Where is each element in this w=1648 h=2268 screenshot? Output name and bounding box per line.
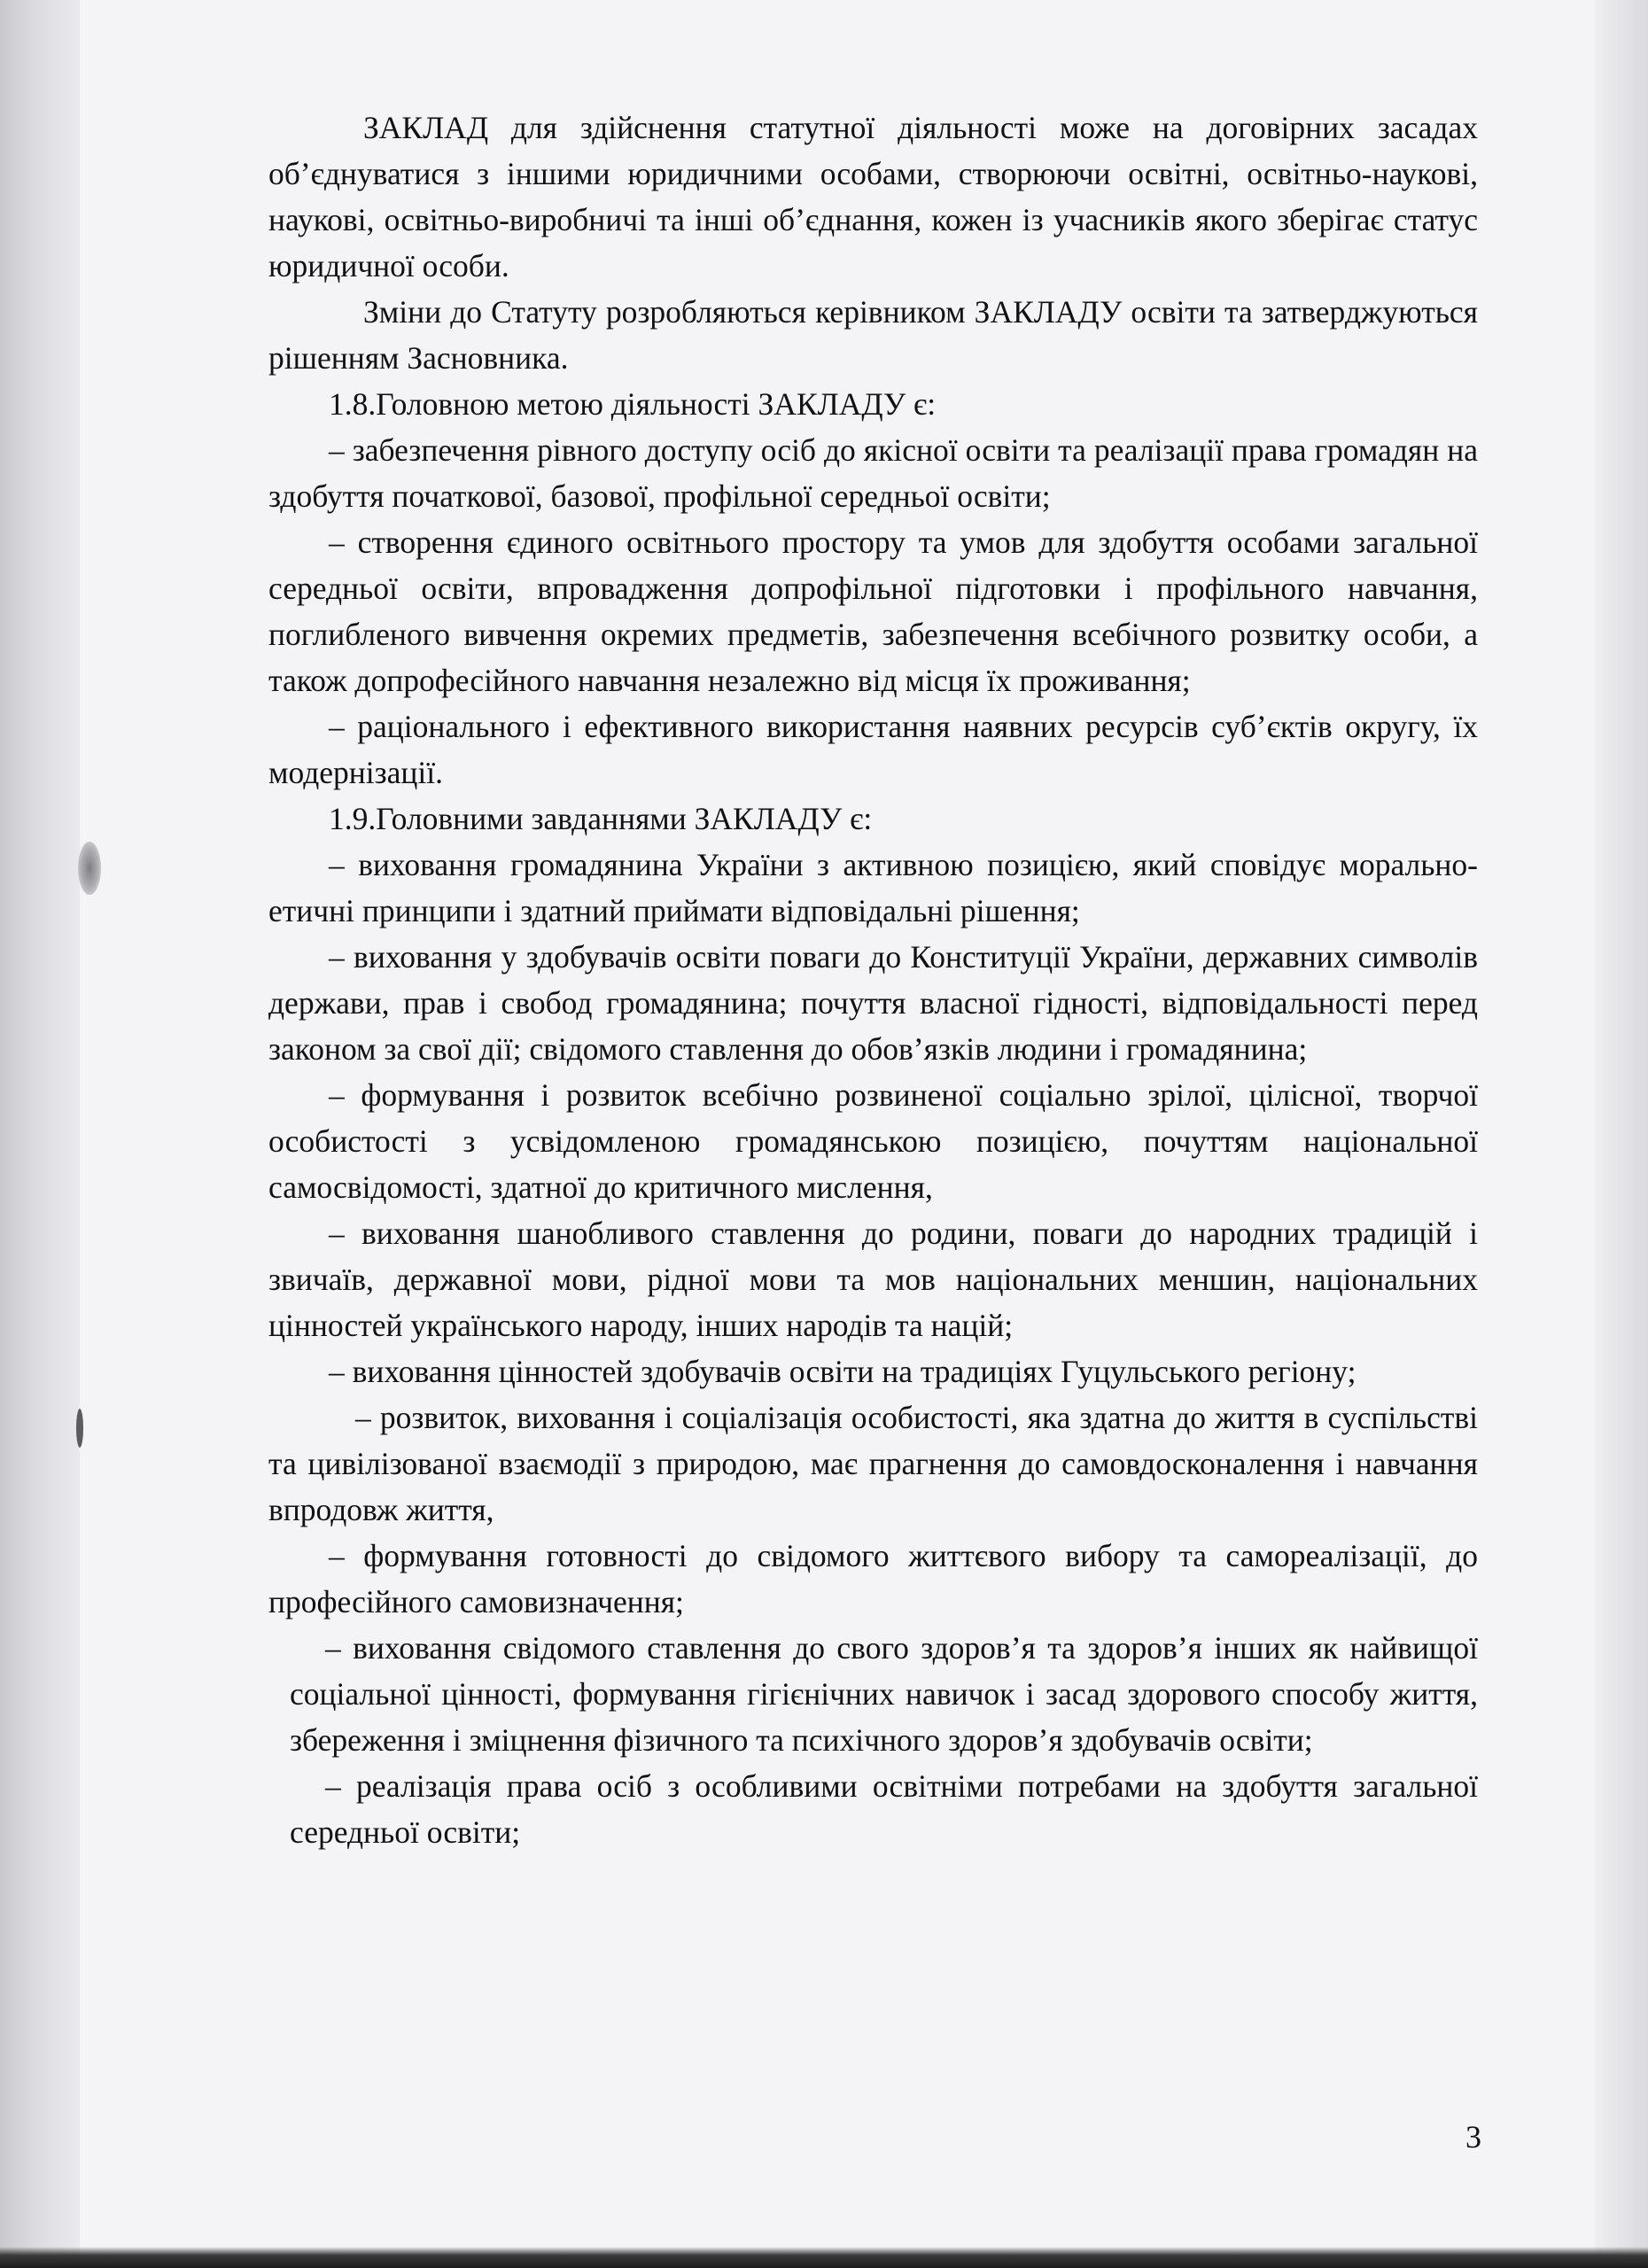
list-item: – формування готовності до свідомого життєвого вибору та самореалізації, до професійного самовизначення; <box>268 1538 1478 1619</box>
list-item: – забезпечення рівного доступу осіб до якісної освіти та реалізації права громадян на здобуття початкової, базової, профільної середньої освіти; <box>268 432 1478 514</box>
list-item: – реалізація права осіб з особливими освітніми потребами на здобуття загальної середньої освіти; <box>290 1768 1478 1850</box>
scan-left-shadow <box>0 0 80 2268</box>
list-item: – раціонального і ефективного використання наявних ресурсів суб’єктів округу, їх модернізації. <box>268 709 1478 790</box>
document-body <box>268 105 1478 1855</box>
list-item: – виховання цінностей здобувачів освіти на традиціях Гуцульського регіону; <box>329 1354 1356 1389</box>
scan-right-edge <box>1595 0 1648 2268</box>
list-item: – виховання шанобливого ставлення до родини, поваги до народних традицій і звичаїв, державної мови, рідної мови та мов національних меншин, національних цінностей українського народу, інших народів та націй; <box>268 1216 1478 1343</box>
page-number: 3 <box>1465 2119 1481 2155</box>
list-item: – виховання свідомого ставлення до свого здоров’я та здоров’я інших як найвищої соціальної цінності, формування гігієнічних навичок і засад здорового способу життя, збереження і зміцнення фізичного та психічного здоров’я здобувачів освіти; <box>290 1630 1478 1758</box>
list-item: – розвиток, виховання і соціалізація особистості, яка здатна до життя в суспільстві та цивілізованої взаємодії з природою, має прагнення до самовдосконалення і навчання впродовж життя, <box>268 1400 1478 1527</box>
scan-bottom-edge <box>0 2247 1648 2268</box>
paragraph: Зміни до Статуту розробляються керівником ЗАКЛАДУ освіти та затверджуються рішенням Засновника. <box>268 294 1478 376</box>
binding-mark <box>76 1409 83 1448</box>
list-item: – формування і розвиток всебічно розвиненої соціально зрілої, цілісної, творчої особистості з усвідомленою громадянською позицією, почуттям національної самосвідомості, здатної до критичного мислення, <box>268 1077 1478 1205</box>
punch-hole-mark <box>78 842 101 895</box>
list-item: – створення єдиного освітнього простору та умов для здобуття особами загальної середньої освіти, впровадження допрофільної підготовки і профільного навчання, поглибленого вивчення окремих предметів, забезпечення всебічного розвитку особи, а також допрофесійного навчання незалежно від місця їх проживання; <box>268 524 1478 698</box>
list-item: – виховання у здобувачів освіти поваги до Конституції України, державних символів держави, прав і свобод громадянина; почуття власної гідності, відповідальності перед законом за свої дії; свідомого ставлення до обов’язків людини і громадянина; <box>268 939 1478 1067</box>
section-heading: 1.8.Головною метою діяльності ЗАКЛАДУ є: <box>329 386 937 422</box>
paragraph: ЗАКЛАД для здійснення статутної діяльності може на договірних засадах об’єднуватися з іншими юридичними особами, створюючи освітні, освітньо-наукові, наукові, освітньо-виробничі та інші об’єднання, кожен із учасників якого зберігає статус юридичної особи. <box>268 110 1478 284</box>
section-heading: 1.9.Головними завданнями ЗАКЛАДУ є: <box>329 801 873 836</box>
list-item: – виховання громадянина України з активною позицією, який сповідує морально-етичні принципи і здатний приймати відповідальні рішення; <box>268 847 1478 928</box>
